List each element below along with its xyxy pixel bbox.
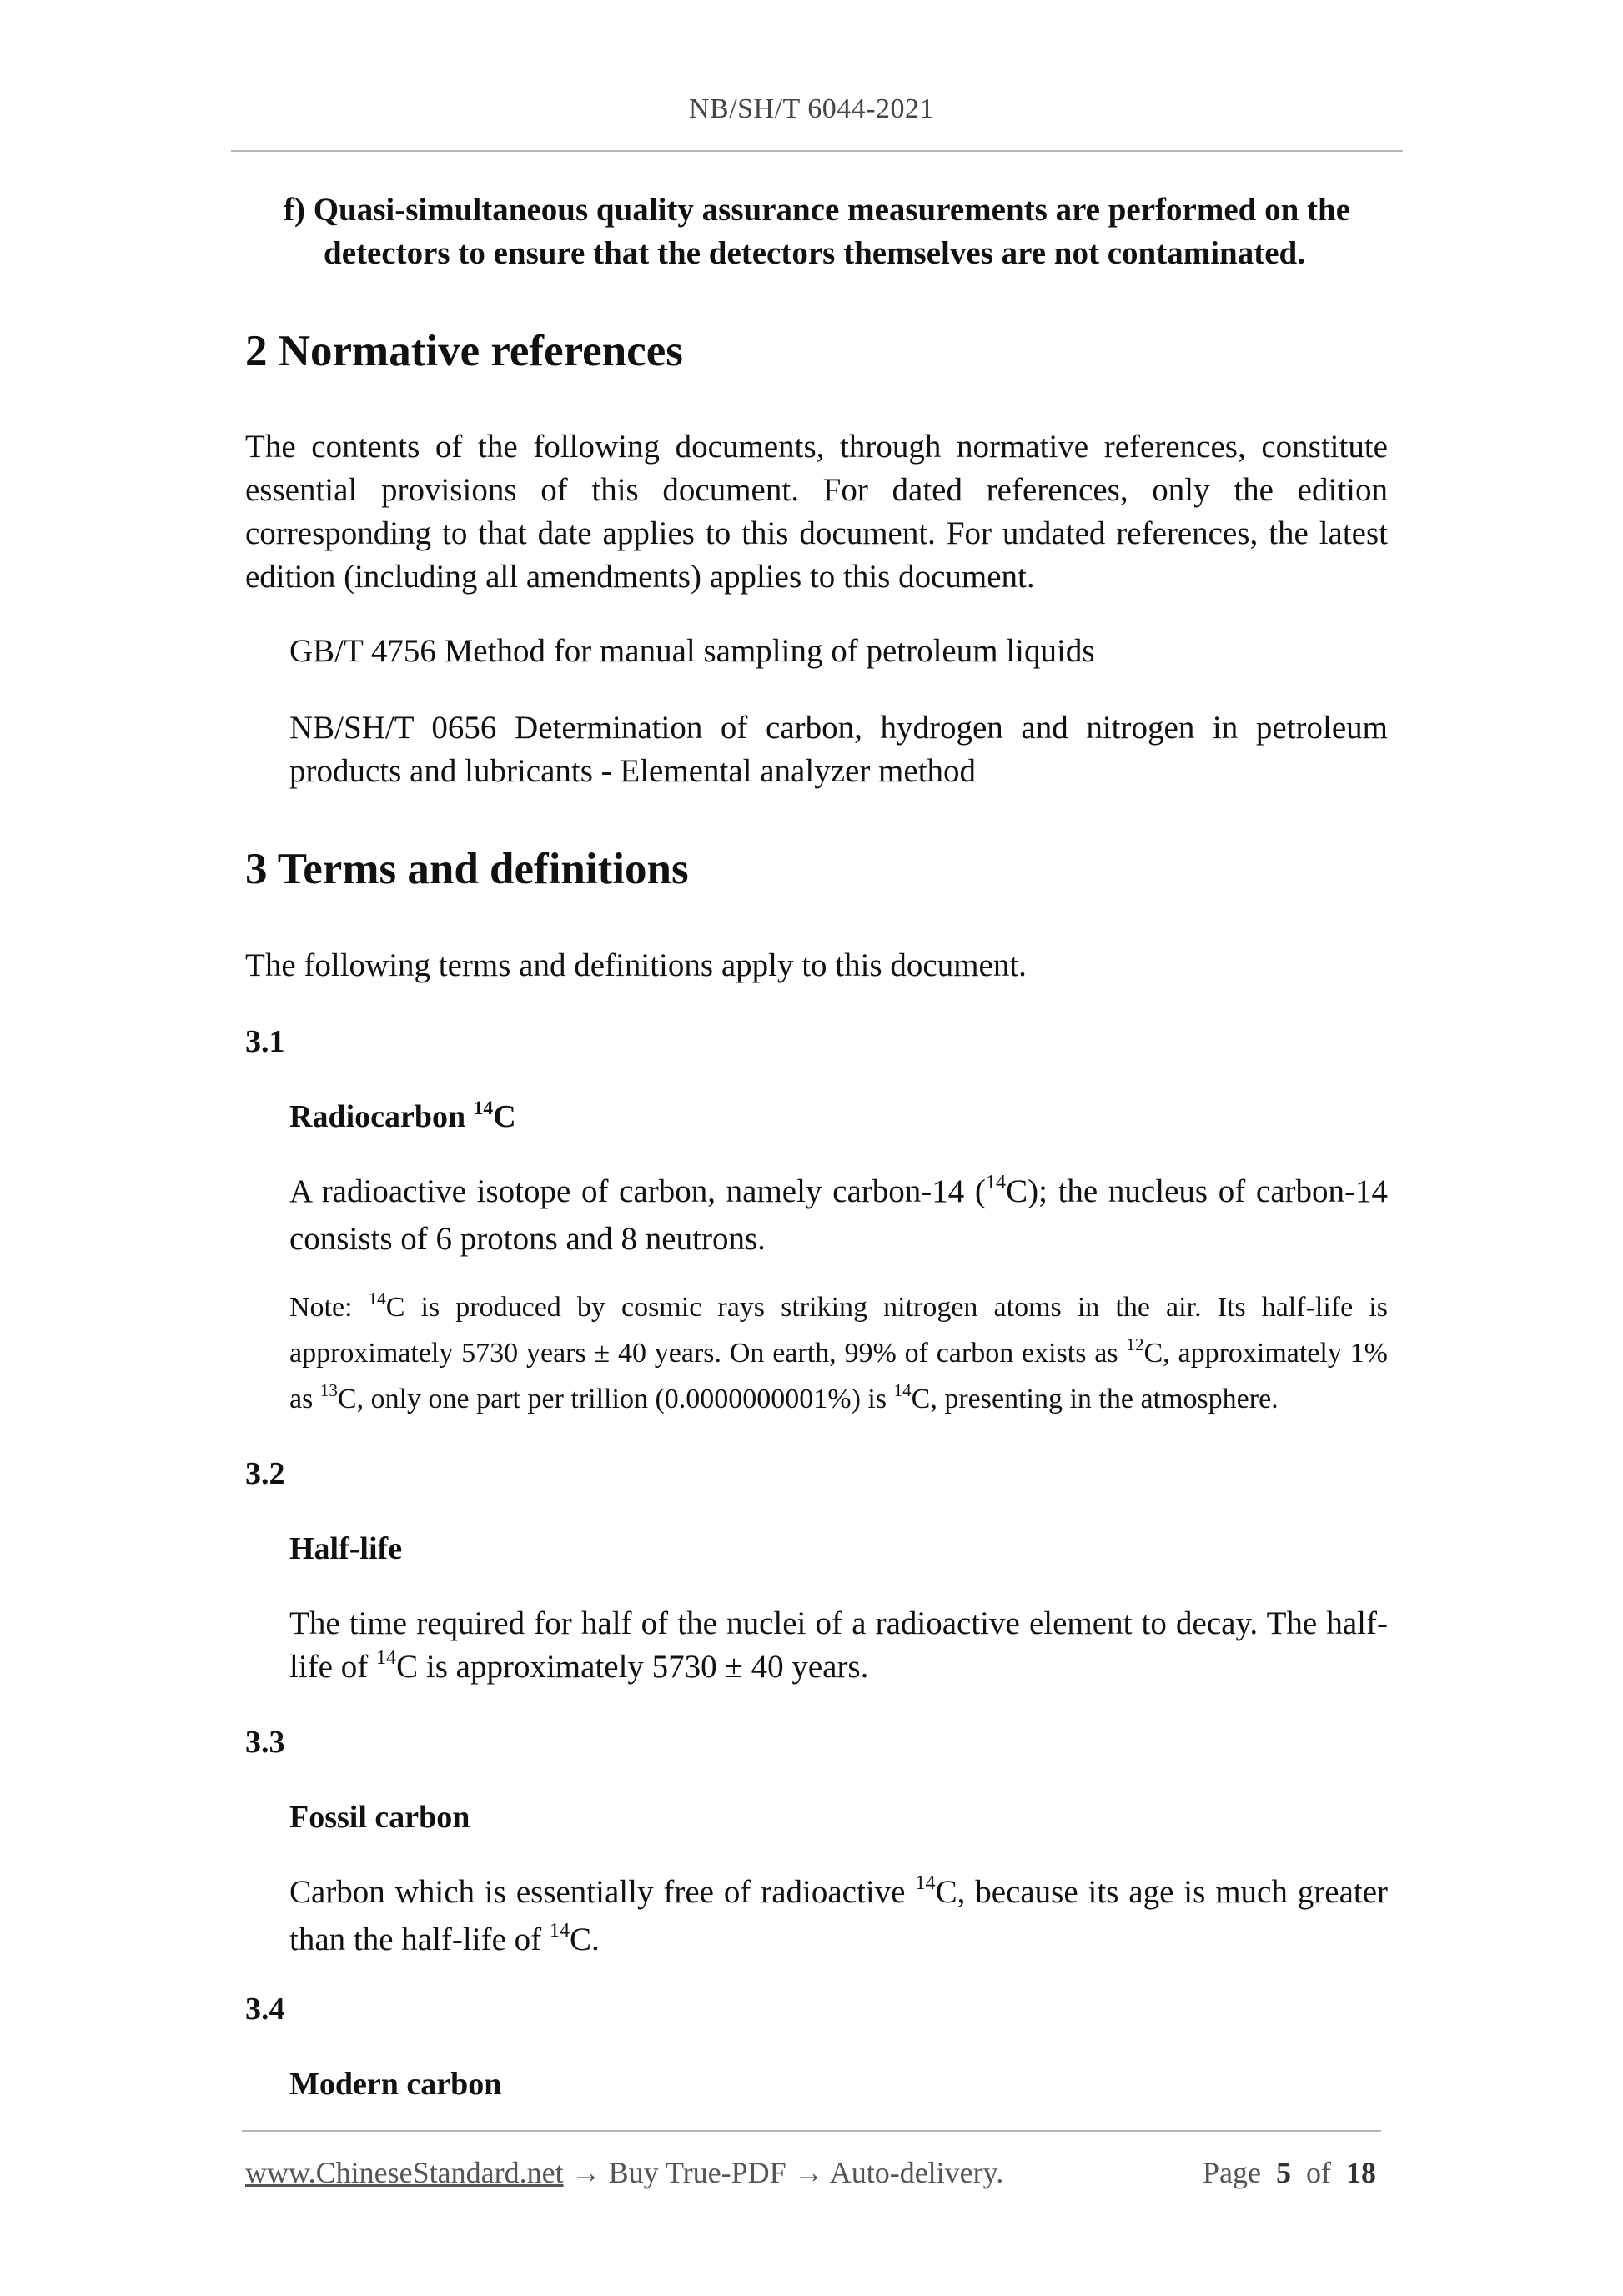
superscript: 14 — [473, 1097, 494, 1119]
definition-text: The time required for half of the nuclei of a radioactive element to decay. The half-life of — [289, 1605, 1388, 1685]
note-text: C, approximately 1% as — [289, 1338, 1388, 1414]
term-number: 3.3 — [245, 1725, 285, 1760]
page-number: 5 — [1275, 2156, 1291, 2189]
superscript: 14 — [368, 1289, 386, 1309]
superscript: 14 — [915, 1871, 936, 1895]
term-name-text: Radiocarbon — [289, 1099, 466, 1134]
definition-text: A radioactive isotope of carbon, namely carbon-14 ( — [289, 1173, 986, 1209]
term-name — [289, 1096, 516, 1142]
arrow-right-icon: → — [786, 2156, 830, 2189]
arrow-right-icon: → — [563, 2156, 609, 2189]
term-name: Modern carbon — [289, 2067, 502, 2102]
reference-item: GB/T 4756 Method for manual sampling of petroleum liquids — [289, 633, 1095, 669]
page-indicator — [1203, 2155, 1376, 2190]
term-number: 3.4 — [245, 1992, 285, 2027]
definition-text: C); the nucleus of carbon-14 consists of 6 protons and 8 neutrons. — [289, 1173, 1389, 1257]
superscript: 14 — [985, 1171, 1007, 1194]
definition-text: C, because its age is much greater than the half-life of — [289, 1874, 1389, 1957]
footer-promo — [245, 2155, 1003, 2190]
footer-divider — [242, 2130, 1381, 2132]
superscript: 14 — [375, 1646, 397, 1670]
of-label: of — [1305, 2156, 1331, 2189]
superscript: 14 — [893, 1380, 912, 1401]
term-definition — [289, 1602, 1388, 1693]
note-text: C, presenting in the atmosphere. — [911, 1384, 1279, 1414]
document-header: NB/SH/T 6044-2021 — [688, 93, 935, 124]
list-item-f-line1: f) Quasi-simultaneous quality assurance measurements are performed on the — [284, 192, 1351, 228]
superscript: 14 — [549, 1919, 570, 1942]
header-divider — [231, 150, 1403, 152]
term-number: 3.2 — [245, 1456, 285, 1491]
buy-text: Buy True-PDF — [608, 2156, 786, 2189]
term-name-tail: C — [493, 1099, 516, 1134]
term-number: 3.1 — [245, 1024, 285, 1059]
term-note — [289, 1286, 1388, 1424]
term-definition — [289, 1871, 1388, 1966]
definition-text: C is approximately 5730 ± 40 years. — [396, 1649, 869, 1685]
term-name: Half-life — [289, 1531, 403, 1566]
term-name: Fossil carbon — [289, 1800, 470, 1835]
page-label: Page — [1203, 2156, 1261, 2189]
note-text: Note: — [289, 1292, 369, 1323]
page-total: 18 — [1345, 2156, 1376, 2189]
reference-item: NB/SH/T 0656 Determination of carbon, hydrogen and nitrogen in petroleum products and lubricants - Elemental analyzer method — [289, 710, 1388, 789]
list-item-f — [284, 188, 1388, 275]
site-link[interactable]: www.ChineseStandard.net — [245, 2156, 564, 2189]
superscript: 12 — [1126, 1334, 1144, 1355]
note-text: C is produced by cosmic rays striking nitrogen atoms in the air. Its half-life is approximately 5730 years ± 40 years. On earth, 99% of carbon exists as — [289, 1292, 1388, 1369]
section-3-intro: The following terms and definitions apply to this document. — [245, 947, 1027, 983]
list-item-f-line2: detectors to ensure that the detectors themselves are not contaminated. — [324, 235, 1305, 271]
term-definition — [289, 1170, 1388, 1261]
section-2-heading: 2 Normative references — [245, 327, 683, 375]
definition-text: C. — [570, 1922, 600, 1957]
definition-text: Carbon which is essentially free of radioactive — [289, 1874, 916, 1910]
superscript: 13 — [319, 1380, 338, 1401]
section-3-heading: 3 Terms and definitions — [245, 845, 689, 893]
note-text: C, only one part per trillion (0.0000000001%) is — [337, 1384, 894, 1414]
section-2-intro: The contents of the following documents, through normative references, constitute essential provisions of this document. For dated references, only the edition corresponding to that date applies to this document. For undated references, the latest edition (including all amendments) applies to this document. — [245, 429, 1388, 595]
delivery-text: Auto-delivery. — [829, 2156, 1004, 2189]
